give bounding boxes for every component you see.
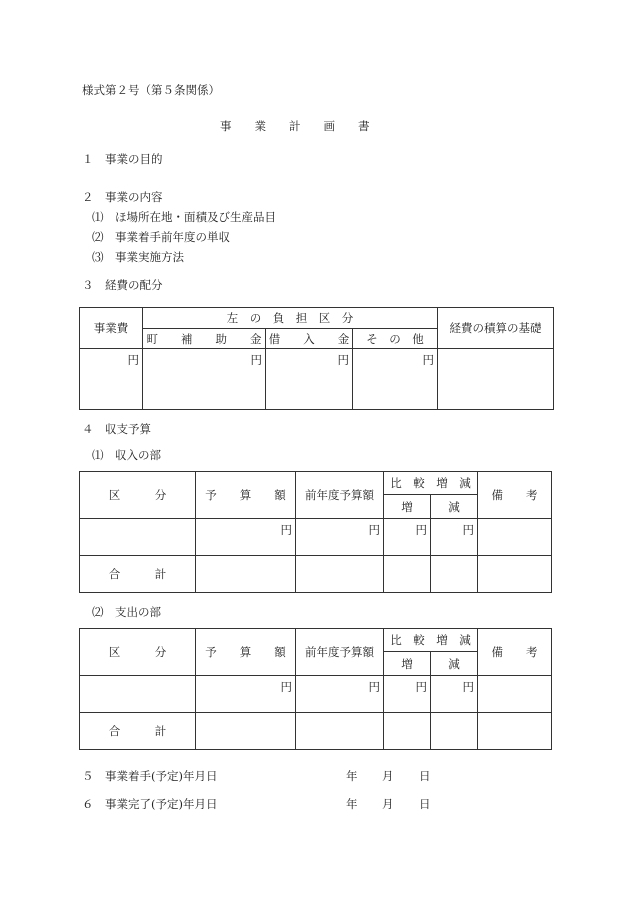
total-cell xyxy=(296,713,384,750)
yen-unit: 円 xyxy=(384,519,431,556)
total-cell xyxy=(296,556,384,593)
section-2-heading: ２ 事業の内容 xyxy=(82,190,163,204)
yen-unit: 円 xyxy=(431,676,478,713)
section-6-heading: ６ 事業完了(予定)年月日 xyxy=(82,797,218,811)
remarks-cell xyxy=(478,676,552,713)
yen-unit: 円 xyxy=(143,349,266,410)
other-header: そ の 他 xyxy=(353,329,438,349)
expense-heading: ⑵ 支出の部 xyxy=(92,605,161,619)
year-label: 年 xyxy=(346,769,358,783)
category-header: 区 分 xyxy=(80,472,196,519)
yen-unit: 円 xyxy=(196,676,296,713)
month-label: 月 xyxy=(382,797,394,811)
category-header: 区 分 xyxy=(80,629,196,676)
yen-unit: 円 xyxy=(431,519,478,556)
basis-header: 経費の積算の基礎 xyxy=(438,308,554,349)
total-cell xyxy=(196,556,296,593)
section-2-item: ⑶ 事業実施方法 xyxy=(92,250,184,264)
decrease-header: 減 xyxy=(431,652,478,676)
total-cell xyxy=(196,713,296,750)
yen-unit: 円 xyxy=(296,676,384,713)
income-heading: ⑴ 収入の部 xyxy=(92,448,161,462)
burden-header: 左 の 負 担 区 分 xyxy=(143,308,438,329)
section-2-item: ⑴ ほ場所在地・面積及び生産品目 xyxy=(92,210,276,224)
increase-header: 増 xyxy=(384,495,431,519)
section-5-heading: ５ 事業着手(予定)年月日 xyxy=(82,769,218,783)
compare-header: 比 較 増 減 xyxy=(384,472,478,495)
section-2-item: ⑵ 事業着手前年度の単収 xyxy=(92,230,230,244)
remarks-header: 備 考 xyxy=(478,629,552,676)
compare-header: 比 較 増 減 xyxy=(384,629,478,652)
yen-unit: 円 xyxy=(353,349,438,410)
total-label: 合 計 xyxy=(80,713,196,750)
income-table xyxy=(79,471,552,593)
loan-header: 借 入 金 xyxy=(266,329,353,349)
cost-allocation-table xyxy=(79,307,554,410)
section-4-heading: ４ 収支予算 xyxy=(82,422,151,436)
total-cell xyxy=(384,713,431,750)
prev-year-header: 前年度予算額 xyxy=(296,629,384,676)
increase-header: 増 xyxy=(384,652,431,676)
town-subsidy-header: 町 補 助 金 xyxy=(143,329,266,349)
remarks-cell xyxy=(478,519,552,556)
total-cell xyxy=(478,713,552,750)
yen-unit: 円 xyxy=(196,519,296,556)
total-cell xyxy=(431,713,478,750)
total-label: 合 計 xyxy=(80,556,196,593)
day-label: 日 xyxy=(419,769,431,783)
year-label: 年 xyxy=(346,797,358,811)
project-cost-header: 事業費 xyxy=(80,308,143,349)
yen-unit: 円 xyxy=(296,519,384,556)
category-cell xyxy=(80,519,196,556)
prev-year-header: 前年度予算額 xyxy=(296,472,384,519)
month-label: 月 xyxy=(382,769,394,783)
total-cell xyxy=(431,556,478,593)
total-cell xyxy=(478,556,552,593)
yen-unit: 円 xyxy=(266,349,353,410)
budget-header: 予 算 額 xyxy=(196,472,296,519)
yen-unit: 円 xyxy=(80,349,143,410)
page-title: 事 業 計 画 書 xyxy=(220,119,370,133)
decrease-header: 減 xyxy=(431,495,478,519)
category-cell xyxy=(80,676,196,713)
basis-cell xyxy=(438,349,554,410)
total-cell xyxy=(384,556,431,593)
yen-unit: 円 xyxy=(384,676,431,713)
expense-table xyxy=(79,628,552,750)
budget-header: 予 算 額 xyxy=(196,629,296,676)
section-1-heading: １ 事業の目的 xyxy=(82,152,163,166)
section-3-heading: ３ 経費の配分 xyxy=(82,278,163,292)
form-number: 様式第２号（第５条関係） xyxy=(82,83,220,97)
remarks-header: 備 考 xyxy=(478,472,552,519)
day-label: 日 xyxy=(419,797,431,811)
